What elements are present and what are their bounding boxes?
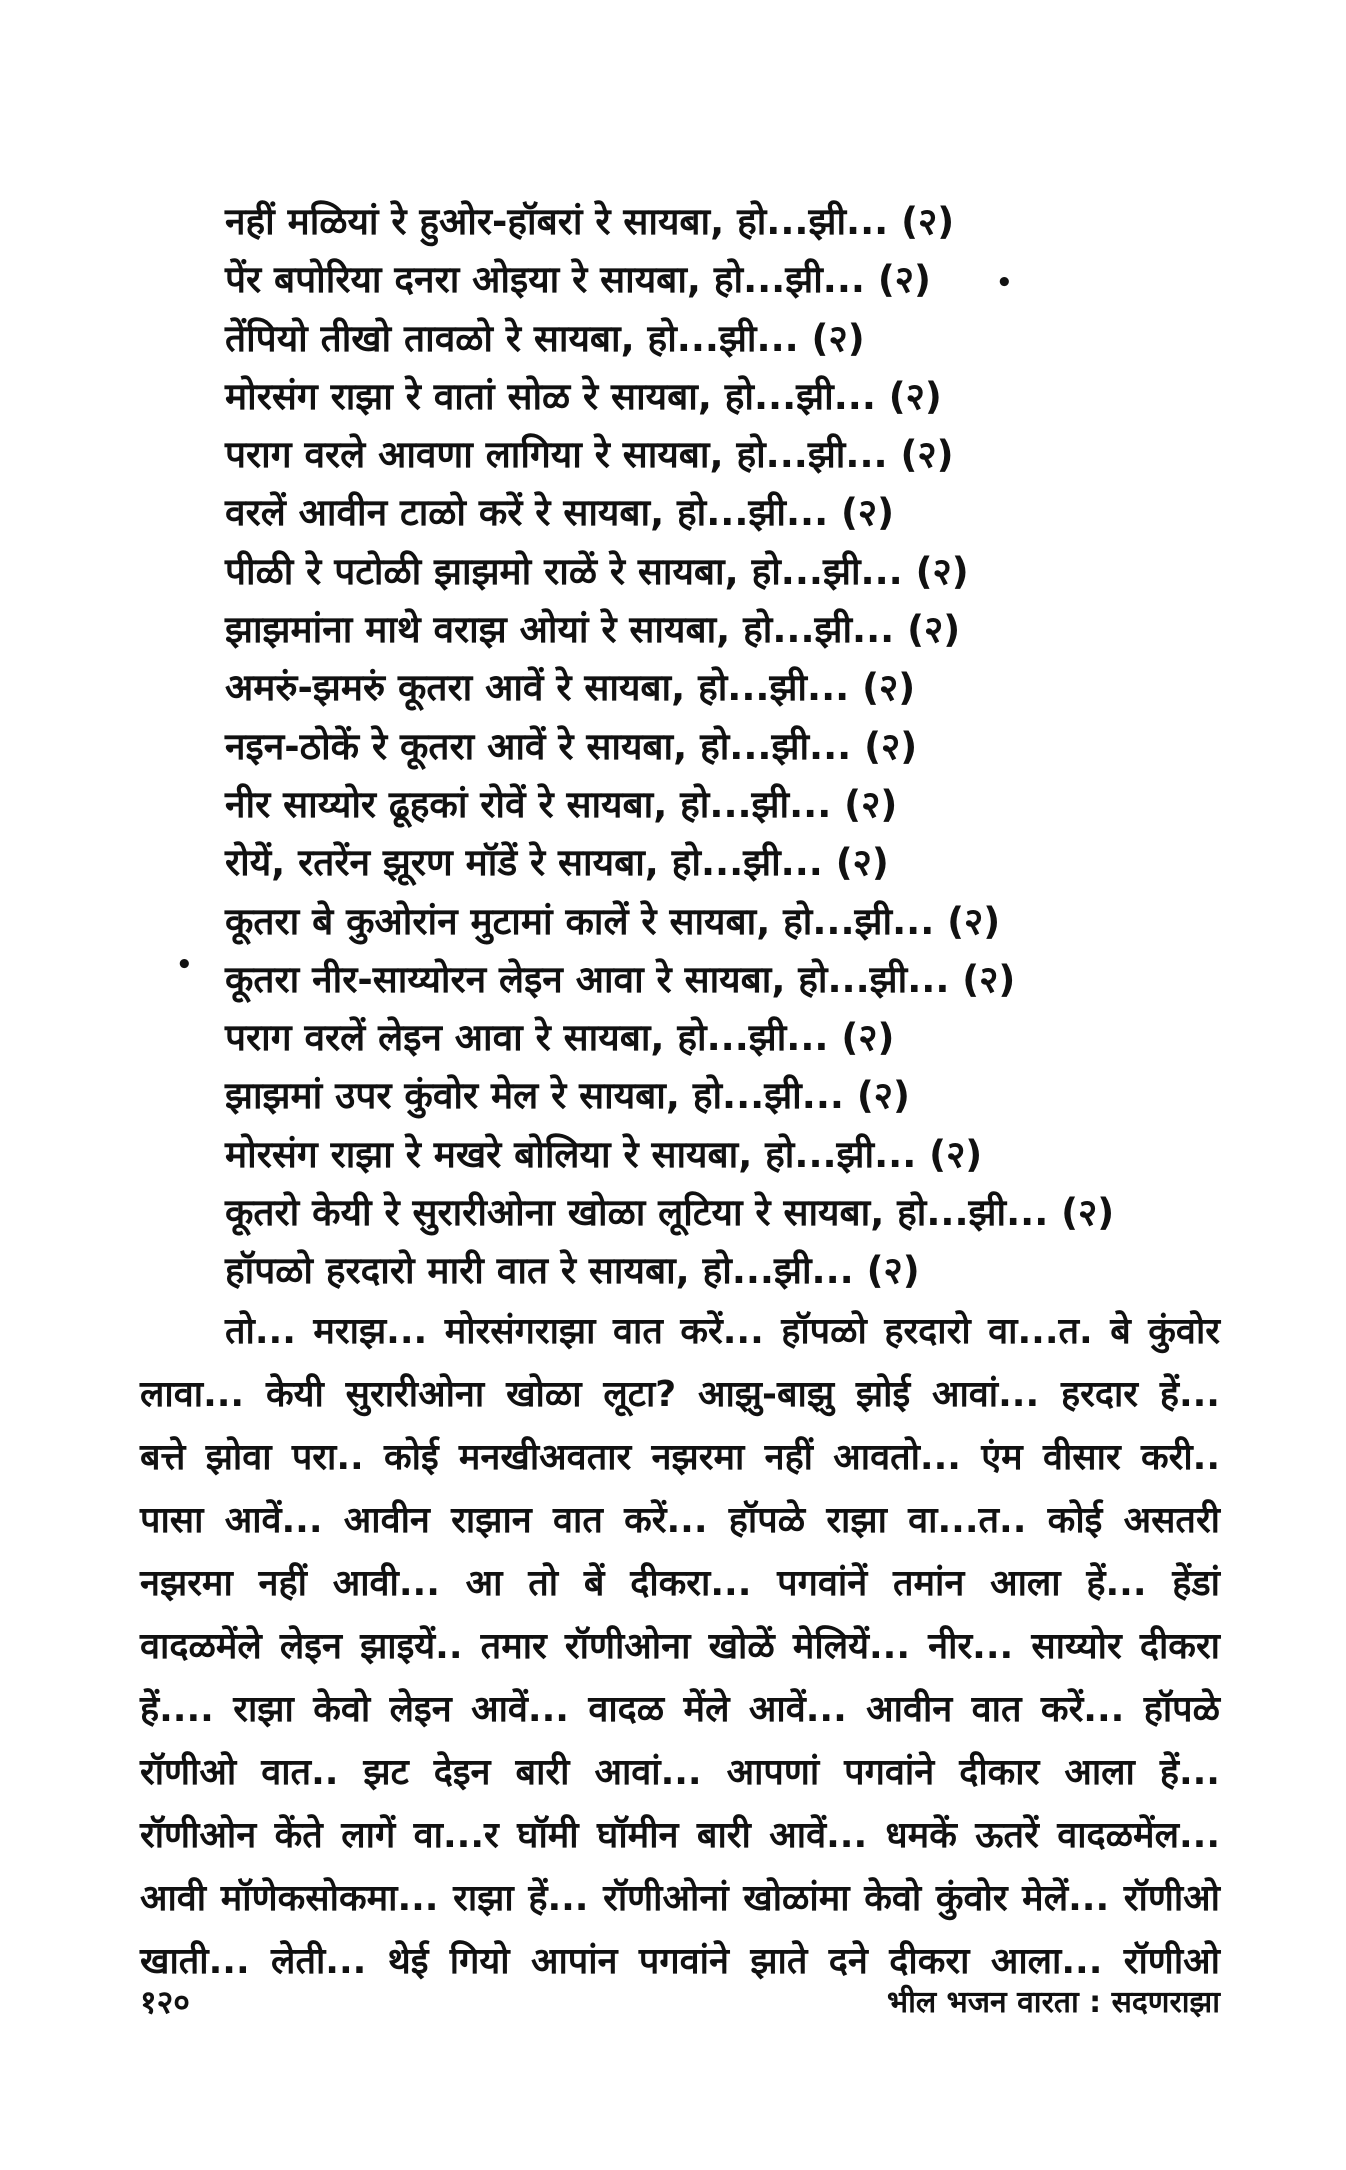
- verse-line: पराग वरले आवणा लागिया रे सायबा, हो...झी... (२): [225, 433, 954, 477]
- prose-line: बत्ते झोवा परा.. कोई मनखीअवतार नझरमा नहीं आवतो... एंम वीसार करी..: [140, 1437, 1220, 1478]
- verse-line: मोरसंग राझा रे मखरे बोलिया रे सायबा, हो...झी... (२): [225, 1132, 983, 1176]
- verse-list: [225, 193, 1245, 1301]
- verse-line: झाझमांना माथे वराझ ओयां रे सायबा, हो...झी... (२): [225, 608, 961, 652]
- print-speck: •: [996, 268, 1013, 298]
- verse-line: पेंर बपोरिया दनरा ओइया रे सायबा, हो...झी... (२): [225, 258, 931, 302]
- prose-line: रॉणीओन केंते लागें वा...र घॉमी घॉमीन बारी आवें... धमकें ऊतरें वादळमेंल...: [140, 1815, 1220, 1856]
- prose-line: खाती... लेती... थेई गियो आपांन पगवांने झाते दने दीकरा आला... रॉणीओ: [140, 1941, 1220, 1982]
- prose-line: पासा आवें... आवीन राझान वात करें... हॉपळे राझा वा...त.. कोई असतरी: [140, 1500, 1220, 1541]
- prose-line: रॉणीओ वात.. झट देइन बारी आवां... आपणां पगवांने दीकार आला हें...: [140, 1752, 1220, 1793]
- prose-line: लावा... केयी सुरारीओना खोळा लूटा? आझु-बाझु झोई आवां... हरदार हें...: [140, 1374, 1220, 1415]
- running-title: भील भजन वारता : सदणराझा: [887, 1985, 1220, 2020]
- verse-line: हॉपळो हरदारो मारी वात रे सायबा, हो...झी... (२): [225, 1249, 920, 1293]
- prose-line: तो... मराझ... मोरसंगराझा वात करें... हॉपळो हरदारो वा...त. बे कुंवोर: [225, 1311, 1220, 1352]
- verse-line: कूतरा नीर-साय्योरन लेइन आवा रे सायबा, हो...झी... (२): [225, 957, 1016, 1001]
- verse-line: तेंपियो तीखो तावळो रे सायबा, हो...झी... (२): [225, 316, 865, 360]
- verse-line: मोरसंग राझा रे वातां सोळ रे सायबा, हो...झी... (२): [225, 374, 942, 418]
- verse-line: कूतरा बे कुओरांन मुटामां कालें रे सायबा, हो...झी... (२): [225, 899, 1001, 943]
- prose-paragraph: [140, 1300, 1220, 1993]
- page-footer: [140, 1980, 1220, 2026]
- prose-line: हें.... राझा केवो लेइन आवें... वादळ मेंले आवें... आवीन वात करें... हॉपळे: [140, 1689, 1220, 1730]
- print-speck: •: [176, 950, 193, 980]
- prose-line: आवी मॉणेकसोकमा... राझा हें... रॉणीओनां खोळांमा केवो कुंवोर मेलें... रॉणीओ: [140, 1878, 1220, 1919]
- verse-line: नइन-ठोकें रे कूतरा आवें रे सायबा, हो...झी... (२): [225, 724, 918, 768]
- verse-line: पराग वरलें लेइन आवा रे सायबा, हो...झी... (२): [225, 1016, 895, 1060]
- prose-line: वादळमेंले लेइन झाइयें.. तमार रॉणीओना खोळें मेलियें... नीर... साय्योर दीकरा: [140, 1626, 1220, 1667]
- verse-line: नहीं मळियां रे हुओर-हॉबरां रे सायबा, हो...झी... (२): [225, 200, 955, 243]
- verse-line: वरलें आवीन टाळो करें रे सायबा, हो...झी... (२): [225, 491, 895, 535]
- verse-line: पीळी रे पटोळी झाझमो राळें रे सायबा, हो...झी... (२): [225, 549, 969, 593]
- verse-line: झाझमां उपर कुंवोर मेल रे सायबा, हो...झी... (२): [225, 1074, 910, 1118]
- verse-line: कूतरो केयी रे सुरारीओना खोळा लूटिया रे सायबा, हो...झी... (२): [225, 1191, 1115, 1235]
- verse-line: अमरुं-झमरुं कूतरा आवें रे सायबा, हो...झी... (२): [225, 666, 916, 710]
- verse-line: नीर साय्योर ढूहकां रोवें रे सायबा, हो...झी... (२): [225, 782, 898, 826]
- prose-line: नझरमा नहीं आवी... आ तो बें दीकरा... पगवांनें तमांन आला हें... हेंडां: [140, 1563, 1220, 1604]
- verse-line: रोयें, रतरेंन झूरण मॉडें रे सायबा, हो...झी... (२): [225, 841, 889, 885]
- page-number: १२०: [140, 1983, 190, 2021]
